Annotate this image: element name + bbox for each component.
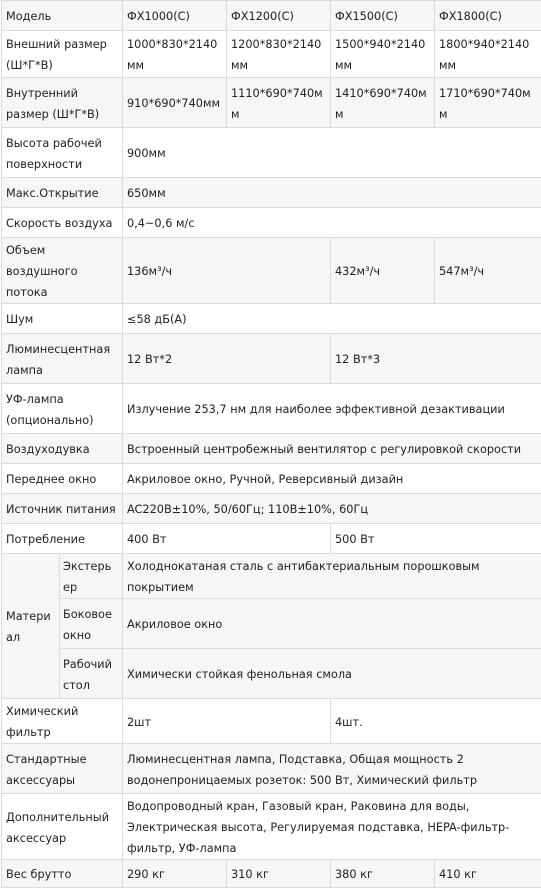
table-row [2,860,541,888]
table-row [2,649,541,699]
cell-value: 380 кг [331,860,435,888]
model-header: ФХ1000(С) [123,1,227,31]
model-header: ФХ1200(С) [227,1,331,31]
sub-row-label: Рабочий стол [60,649,123,699]
cell-value: Акриловое окно, Ручной, Реверсивный дизайн [123,464,541,494]
row-label: Шум [2,304,123,334]
cell-value: 1110*690*740мм [227,78,331,128]
cell-value: 1200*830*2140мм [227,31,331,78]
row-label: Дополнительный аксессуар [2,794,123,860]
cell-value: 400 Вт [123,524,331,554]
table-row [2,178,541,208]
sub-row-label: Боковое окно [60,599,123,649]
table-row [2,384,541,434]
row-label: Химический фильтр [2,699,123,744]
cell-value: 432м³/ч [331,238,435,304]
table-row [2,434,541,464]
cell-value: Водопроводный кран, Газовый кран, Раковина для воды, Электрическая высота, Регулируемая подставка, HEPA-фильтр-фильтр, УФ-лампа [123,794,541,860]
row-label: Потребление [2,524,123,554]
table-row [2,238,541,304]
header-label: Модель [2,1,123,31]
cell-value: 1710*690*740мм [435,78,541,128]
table-row [2,554,541,599]
cell-value: 900мм [123,128,541,178]
cell-value: ≤58 дБ(A) [123,304,541,334]
cell-value: 1800*940*2140мм [435,31,541,78]
cell-value: Люминесцентная лампа, Подставка, Общая мощность 2 водонепроницаемых розеток: 500 Вт, Химический фильтр [123,744,541,794]
row-label: Внутренний размер (Ш*Г*В) [2,78,123,128]
cell-value: 310 кг [227,860,331,888]
cell-value: 4шт. [331,699,541,744]
row-label: Переднее окно [2,464,123,494]
table-row [2,78,541,128]
cell-value: 547м³/ч [435,238,541,304]
cell-value: Излучение 253,7 нм для наиболее эффективной дезактивации [123,384,541,434]
table-row [2,599,541,649]
cell-value: Холоднокатаная сталь с антибактериальным порошковым покрытием [123,554,541,599]
row-label: Источник питания [2,494,123,524]
row-label: Материал [2,554,60,699]
cell-value: 1410*690*740мм [331,78,435,128]
cell-value: 0,4~0,6 м/с [123,208,541,238]
cell-value: 650мм [123,178,541,208]
row-label: Люминесцентная лампа [2,334,123,384]
cell-value: 1000*830*2140мм [123,31,227,78]
row-label: Макс.Открытие [2,178,123,208]
cell-value: AC220В±10%, 50/60Гц; 110В±10%, 60Гц [123,494,541,524]
table-row [2,699,541,744]
table-row [2,464,541,494]
row-label: Стандартные аксессуары [2,744,123,794]
table-row [2,524,541,554]
table-row [2,494,541,524]
table-row [2,794,541,860]
cell-value: 1500*940*2140мм [331,31,435,78]
cell-value: Химически стойкая фенольная смола [123,649,541,699]
table-row [2,334,541,384]
row-label: Объем воздушного потока [2,238,123,304]
row-label: Скорость воздуха [2,208,123,238]
spec-table [1,0,541,888]
cell-value: 12 Вт*3 [331,334,541,384]
row-label: УФ-лампа (опционально) [2,384,123,434]
table-row [2,304,541,334]
cell-value: 500 Вт [331,524,541,554]
cell-value: 290 кг [123,860,227,888]
row-label: Высота рабочей поверхности [2,128,123,178]
table-row [2,208,541,238]
sub-row-label: Экстерьер [60,554,123,599]
cell-value: 2шт [123,699,331,744]
model-header: ФХ1500(С) [331,1,435,31]
table-row [2,31,541,78]
row-label: Внешний размер (Ш*Г*В) [2,31,123,78]
row-label: Вес брутто [2,860,123,888]
cell-value: Акриловое окно [123,599,541,649]
cell-value: 12 Вт*2 [123,334,331,384]
cell-value: 410 кг [435,860,541,888]
cell-value: 136м³/ч [123,238,331,304]
header-row [2,1,541,31]
cell-value: 910*690*740мм [123,78,227,128]
row-label: Воздуходувка [2,434,123,464]
table-row [2,744,541,794]
table-row [2,128,541,178]
model-header: ФХ1800(С) [435,1,541,31]
cell-value: Встроенный центробежный вентилятор с регулировкой скорости [123,434,541,464]
